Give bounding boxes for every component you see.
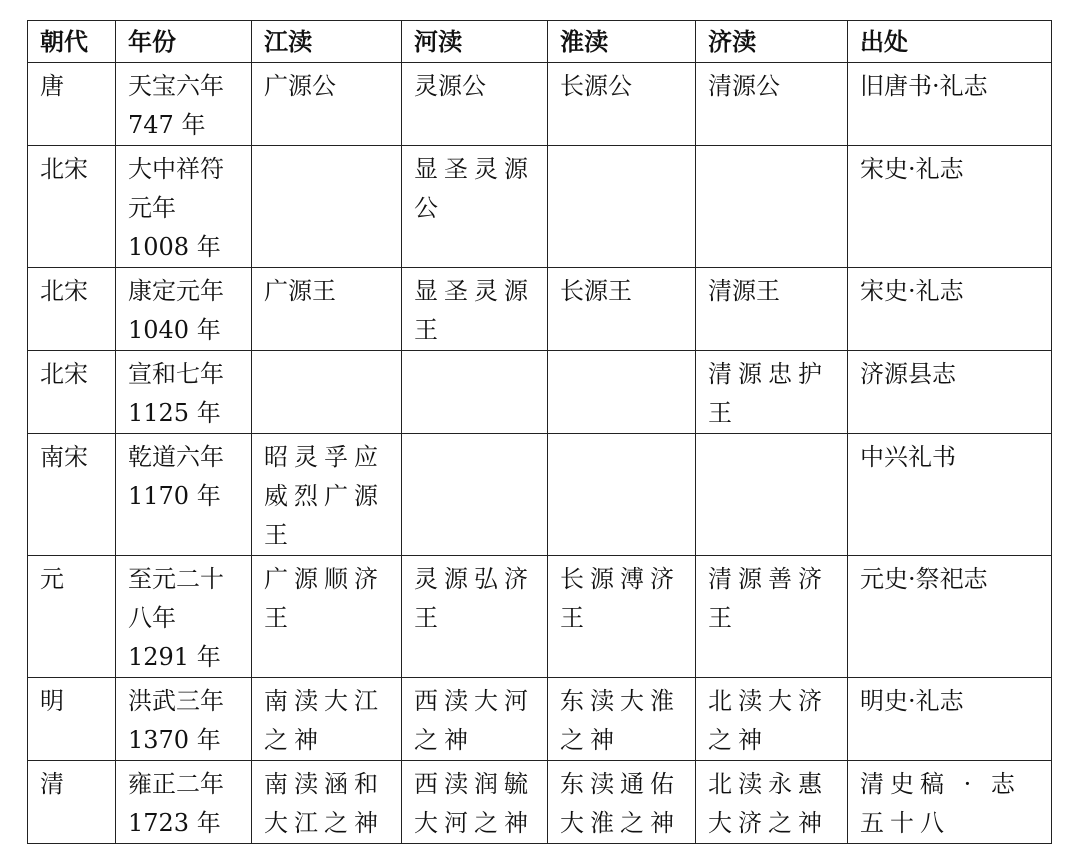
cell-ji-du xyxy=(696,434,848,556)
cell-year xyxy=(116,351,252,434)
cell-year xyxy=(116,678,252,761)
cell-dynasty: 北宋 xyxy=(28,268,116,351)
header-ji-du: 济渎 xyxy=(696,21,848,63)
cell-source: 济源县志 xyxy=(848,351,1052,434)
year-ad: 1008 年 xyxy=(128,233,221,261)
cell-year xyxy=(116,556,252,678)
cell-source: 旧唐书·礼志 xyxy=(848,63,1052,146)
cell-jiang-du xyxy=(252,146,402,268)
cell-dynasty: 北宋 xyxy=(28,146,116,268)
cell-source: 明史·礼志 xyxy=(848,678,1052,761)
cell-huai-du xyxy=(548,434,696,556)
cell-jiang-du: 广源公 xyxy=(252,63,402,146)
year-era-cont: 元年 xyxy=(128,194,176,222)
cell-dynasty: 清 xyxy=(28,761,116,844)
cell-jiang-du: 南渎涵和大江之神 xyxy=(252,761,402,844)
cell-jiang-du: 昭灵孚应威烈广源王 xyxy=(252,434,402,556)
cell-huai-du: 东渎通佑大淮之神 xyxy=(548,761,696,844)
header-dynasty: 朝代 xyxy=(28,21,116,63)
cell-dynasty: 南宋 xyxy=(28,434,116,556)
year-era-cont: 八年 xyxy=(128,604,176,632)
cell-huai-du: 东渎大淮之神 xyxy=(548,678,696,761)
cell-huai-du xyxy=(548,146,696,268)
cell-huai-du: 长源溥济王 xyxy=(548,556,696,678)
cell-dynasty: 明 xyxy=(28,678,116,761)
cell-ji-du: 北渎永惠大济之神 xyxy=(696,761,848,844)
year-ad: 1291 年 xyxy=(128,643,221,671)
cell-ji-du: 清源善济王 xyxy=(696,556,848,678)
header-year: 年份 xyxy=(116,21,252,63)
year-ad: 747 年 xyxy=(128,111,206,139)
cell-dynasty: 元 xyxy=(28,556,116,678)
cell-ji-du xyxy=(696,146,848,268)
cell-ji-du: 北渎大济之神 xyxy=(696,678,848,761)
cell-he-du: 西渎润毓大河之神 xyxy=(402,761,548,844)
year-era: 天宝六年 xyxy=(128,72,224,100)
cell-he-du: 西渎大河之神 xyxy=(402,678,548,761)
cell-huai-du: 长源公 xyxy=(548,63,696,146)
cell-source: 宋史·礼志 xyxy=(848,268,1052,351)
cell-source: 宋史·礼志 xyxy=(848,146,1052,268)
cell-year xyxy=(116,146,252,268)
year-era: 康定元年 xyxy=(128,277,224,305)
cell-huai-du: 长源王 xyxy=(548,268,696,351)
year-ad: 1125 年 xyxy=(128,399,221,427)
cell-jiang-du xyxy=(252,351,402,434)
year-era: 至元二十 xyxy=(128,565,224,593)
table-row xyxy=(28,63,1052,146)
year-ad: 1723 年 xyxy=(128,809,221,837)
table-row xyxy=(28,556,1052,678)
river-deity-titles-table xyxy=(27,20,1052,844)
year-ad: 1370 年 xyxy=(128,726,221,754)
cell-ji-du: 清源公 xyxy=(696,63,848,146)
header-source: 出处 xyxy=(848,21,1052,63)
header-huai-du: 淮渎 xyxy=(548,21,696,63)
year-era: 雍正二年 xyxy=(128,770,224,798)
year-era: 洪武三年 xyxy=(128,687,224,715)
cell-ji-du: 清源王 xyxy=(696,268,848,351)
table-row xyxy=(28,678,1052,761)
header-jiang-du: 江渎 xyxy=(252,21,402,63)
cell-year xyxy=(116,268,252,351)
cell-source: 中兴礼书 xyxy=(848,434,1052,556)
year-era: 大中祥符 xyxy=(128,155,224,183)
cell-source: 清史稿 · 志五十八 xyxy=(848,761,1052,844)
cell-he-du xyxy=(402,434,548,556)
cell-year xyxy=(116,434,252,556)
cell-huai-du xyxy=(548,351,696,434)
table-row xyxy=(28,434,1052,556)
cell-year xyxy=(116,63,252,146)
table-row xyxy=(28,268,1052,351)
header-row xyxy=(28,21,1052,63)
cell-year xyxy=(116,761,252,844)
year-ad: 1040 年 xyxy=(128,316,221,344)
table-row xyxy=(28,351,1052,434)
year-era: 乾道六年 xyxy=(128,443,224,471)
cell-he-du: 灵源公 xyxy=(402,63,548,146)
cell-ji-du: 清源忠护王 xyxy=(696,351,848,434)
cell-dynasty: 唐 xyxy=(28,63,116,146)
year-ad: 1170 年 xyxy=(128,482,221,510)
cell-jiang-du: 广源顺济王 xyxy=(252,556,402,678)
cell-jiang-du: 广源王 xyxy=(252,268,402,351)
cell-dynasty: 北宋 xyxy=(28,351,116,434)
cell-he-du xyxy=(402,351,548,434)
header-he-du: 河渎 xyxy=(402,21,548,63)
cell-jiang-du: 南渎大江之神 xyxy=(252,678,402,761)
year-era: 宣和七年 xyxy=(128,360,224,388)
cell-he-du: 显圣灵源公 xyxy=(402,146,548,268)
table-row xyxy=(28,761,1052,844)
cell-he-du: 灵源弘济王 xyxy=(402,556,548,678)
table-row xyxy=(28,146,1052,268)
cell-he-du: 显圣灵源王 xyxy=(402,268,548,351)
cell-source: 元史·祭祀志 xyxy=(848,556,1052,678)
